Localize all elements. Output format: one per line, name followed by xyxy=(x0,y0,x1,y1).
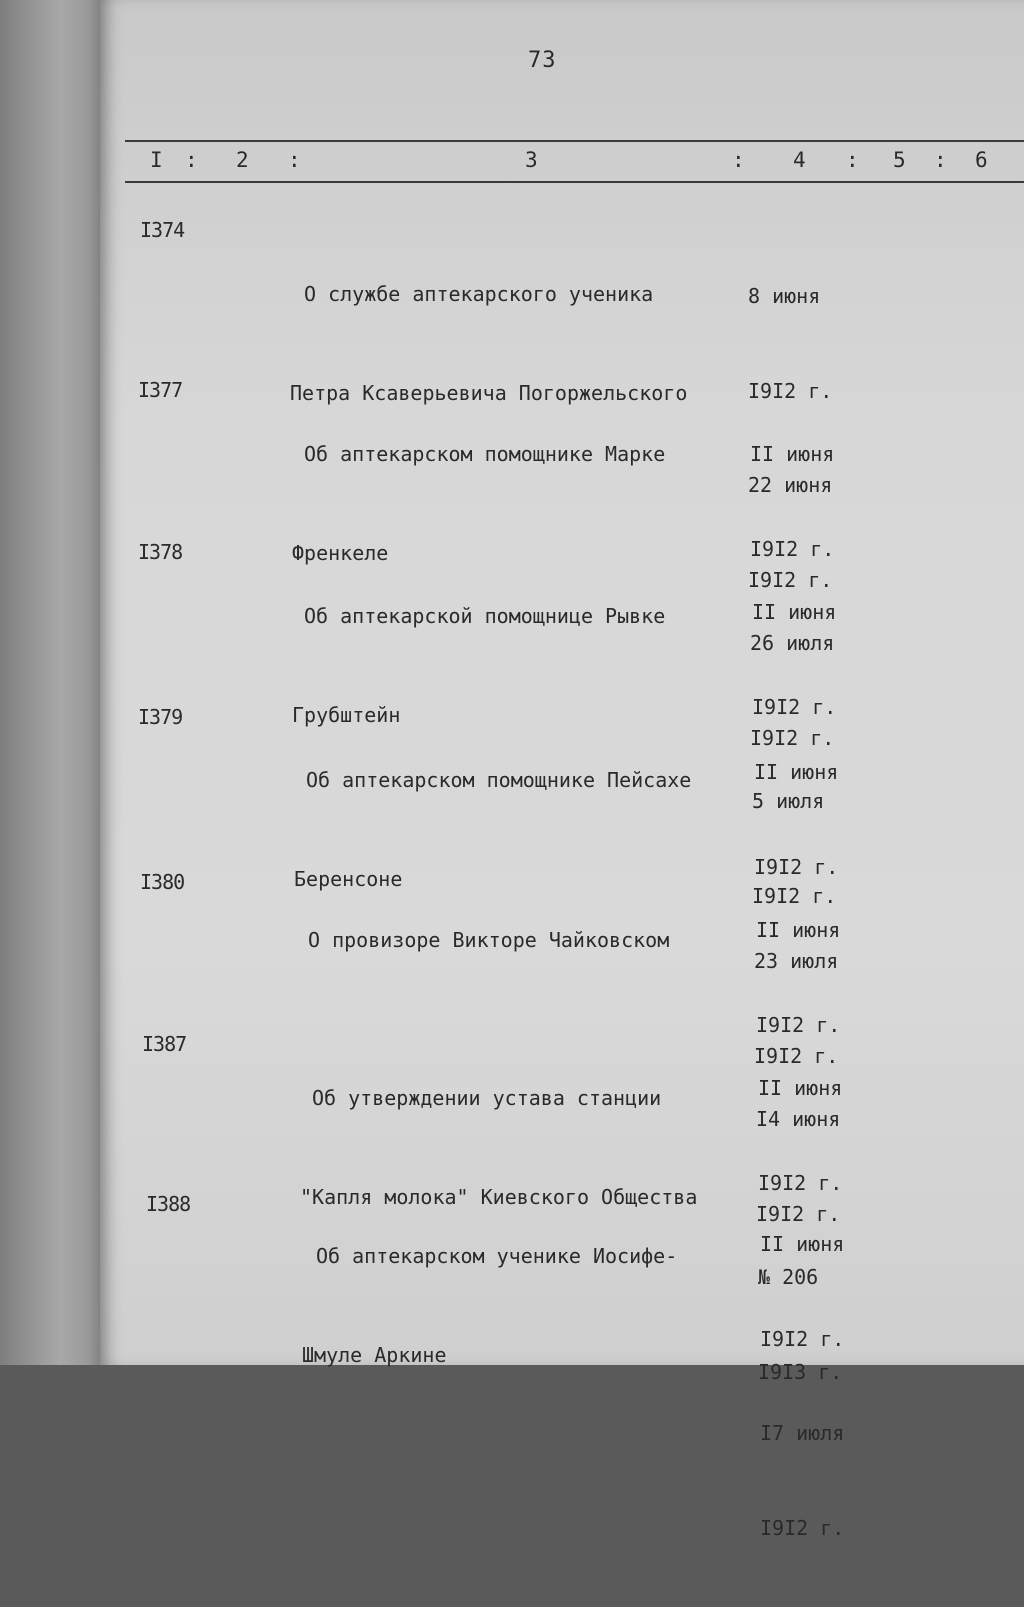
header-separator: : xyxy=(288,148,301,172)
entry-number: I377 xyxy=(138,378,183,402)
entry-number: I378 xyxy=(138,540,183,564)
entry-date-line: 23 июля xyxy=(754,949,839,973)
header-separator: : xyxy=(185,148,198,172)
entry-date-line: 22 июня xyxy=(748,473,833,497)
entry-number: I388 xyxy=(146,1192,191,1216)
entry-date-line: 26 июля xyxy=(750,631,835,655)
entry-date-line: II июня xyxy=(750,442,835,466)
page-number: 73 xyxy=(528,48,557,73)
header-separator: : xyxy=(732,148,745,172)
header-col-5: 5 xyxy=(893,148,906,172)
header-separator: : xyxy=(846,148,859,172)
entry-title-line: "Капля молока" Киевского Общества xyxy=(300,1185,698,1209)
entry-date-line: I9I2 г. xyxy=(756,1012,841,1037)
entry-title-line: Об аптекарском помощнике Пейсахе xyxy=(306,768,692,792)
entry-date-line: I9I2 г. xyxy=(754,1043,839,1068)
header-col-3: 3 xyxy=(525,148,538,172)
entry-number: I380 xyxy=(140,870,185,894)
entry-date-line: I9I2 г. xyxy=(750,725,835,750)
entry-title xyxy=(302,1174,677,1438)
entry-date-line: I9I2 г. xyxy=(752,883,837,908)
entry-number: I387 xyxy=(142,1032,187,1056)
entry-date-line: I9I2 г. xyxy=(750,536,835,561)
entry-date-line: I9I2 г. xyxy=(754,854,839,879)
entry-date-line: I9I2 г. xyxy=(760,1326,845,1351)
header-rule-bottom xyxy=(125,181,1024,183)
entry-date-line: 8 июня xyxy=(748,284,821,308)
entry-date-line: II июня xyxy=(758,1076,843,1100)
entry-date-line: II июня xyxy=(752,600,837,624)
header-col-1: I xyxy=(150,148,163,172)
entry-date-line: I9I2 г. xyxy=(748,567,833,592)
entry-title-line: Петра Ксаверьевича Погоржельского xyxy=(290,381,688,405)
entry-title-line: Об аптекарской помощнице Рывке xyxy=(304,604,666,628)
entry-title-line: Об аптекарском ученике Иосифе- xyxy=(316,1244,678,1268)
entry-dates xyxy=(760,1166,844,1607)
entry-date-line: I9I2 г. xyxy=(752,694,837,719)
header-col-4: 4 xyxy=(793,148,806,172)
entry-date-line: I9I2 г. xyxy=(748,378,833,403)
entry-title-line: Грубштейн xyxy=(292,703,401,727)
entry-date-line: II июня xyxy=(756,918,841,942)
entry-date-line: № 206 xyxy=(758,1265,819,1289)
entry-date-line: I4 июня xyxy=(756,1107,841,1131)
header-col-6: 6 xyxy=(975,148,988,172)
header-separator: : xyxy=(934,148,947,172)
entry-date-line: I9I3 г. xyxy=(758,1359,843,1384)
entry-title-line: О провизоре Викторе Чайковском xyxy=(308,928,670,952)
entry-title-line: Об аптекарском помощнике Марке xyxy=(304,442,666,466)
entry-date-line: I9I2 г. xyxy=(758,1170,843,1195)
entry-date-line: I9I2 г. xyxy=(756,1201,841,1226)
entry-title-line: Об утверждении устава станции xyxy=(312,1086,662,1110)
entry-number: I379 xyxy=(138,705,183,729)
entry-date-line: 5 июля xyxy=(752,789,825,813)
book-spine xyxy=(0,0,110,1365)
entry-number: I374 xyxy=(140,218,185,242)
header-col-2: 2 xyxy=(236,148,249,172)
entry-title-line: Беренсоне xyxy=(294,867,403,891)
entry-date-line: II июня xyxy=(760,1232,845,1256)
entry-title-line: Шмуле Аркине xyxy=(302,1343,447,1367)
entry-date-line: I7 июля xyxy=(760,1421,845,1445)
entry-title-line: О службе аптекарского ученика xyxy=(304,282,654,306)
entry-date-line: I9I2 г. xyxy=(760,1515,845,1540)
header-rule-top xyxy=(125,140,1024,142)
entry-title-line: Френкеле xyxy=(292,541,389,565)
entry-date-line: II июня xyxy=(754,760,839,784)
